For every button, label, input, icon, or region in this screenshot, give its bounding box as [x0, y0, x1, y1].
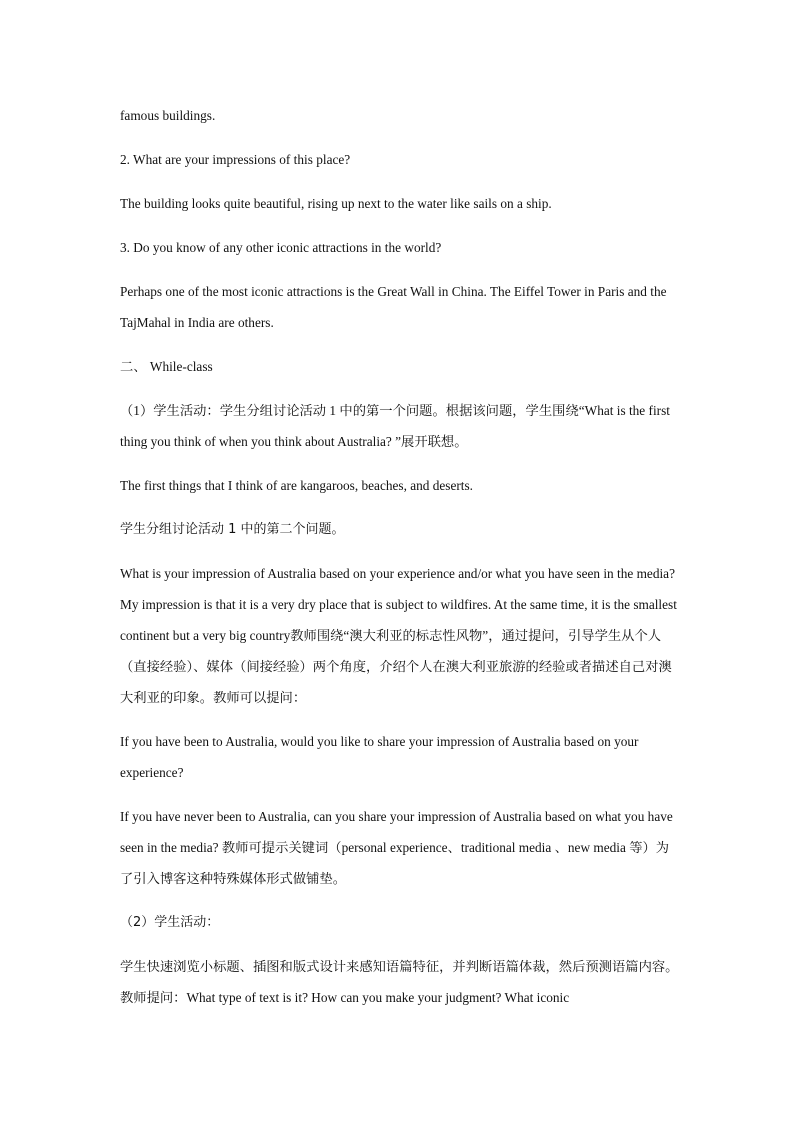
activity-1-description: （1）学生活动：学生分组讨论活动 1 中的第一个问题。根据该问题，学生围绕“What is the first thing you think of when you think about Australia? ”展开联想。 — [120, 403, 670, 449]
activity-1-second-question: 学生分组讨论活动 1 中的第二个问题。 — [120, 522, 345, 537]
activity-1-answer: The first things that I think of are kangaroos, beaches, and deserts. — [120, 478, 473, 493]
teacher-question-visited: If you have been to Australia, would you like to share your impression of Australia based on your experience? — [120, 734, 639, 780]
activity-2-description: 学生快速浏览小标题、插图和版式设计来感知语篇特征，并判断语篇体裁，然后预测语篇内容。教师提问：What type of text is it? How can you make your judgment? What iconic — [120, 959, 679, 1005]
question-2: 2. What are your impressions of this place? — [120, 152, 351, 167]
answer-3: Perhaps one of the most iconic attractions is the Great Wall in China. The Eiffel Tower in Paris and the TajMahal in India are others. — [120, 284, 667, 330]
impression-paragraph: What is your impression of Australia based on your experience and/or what you have seen in the media?My impression is that it is a very dry place that is subject to wildfires. At the same time, it is the smallest continent but a very big country教师围绕“澳大利亚的标志性风物”，通过提问，引导学生从个人（直接经验）、媒体（间接经验）两个角度，介绍个人在澳大利亚旅游的经验或者描述自己对澳大利亚的印象。教师可以提问： — [120, 566, 677, 705]
activity-2-heading: （2）学生活动： — [120, 915, 220, 930]
question-3: 3. Do you know of any other iconic attractions in the world? — [120, 240, 442, 255]
answer-2: The building looks quite beautiful, rising up next to the water like sails on a ship. — [120, 196, 552, 211]
section-heading-while-class: 二、 While-class — [120, 359, 213, 374]
document-body — [120, 100, 680, 1013]
teacher-question-not-visited: If you have never been to Australia, can you share your impression of Australia based on what you have seen in the media? 教师可提示关键词（personal experience、traditional media 、new media 等）为了引入博客这种特殊媒体形式做铺垫。 — [120, 809, 673, 886]
paragraph-continuation: famous buildings. — [120, 108, 216, 123]
